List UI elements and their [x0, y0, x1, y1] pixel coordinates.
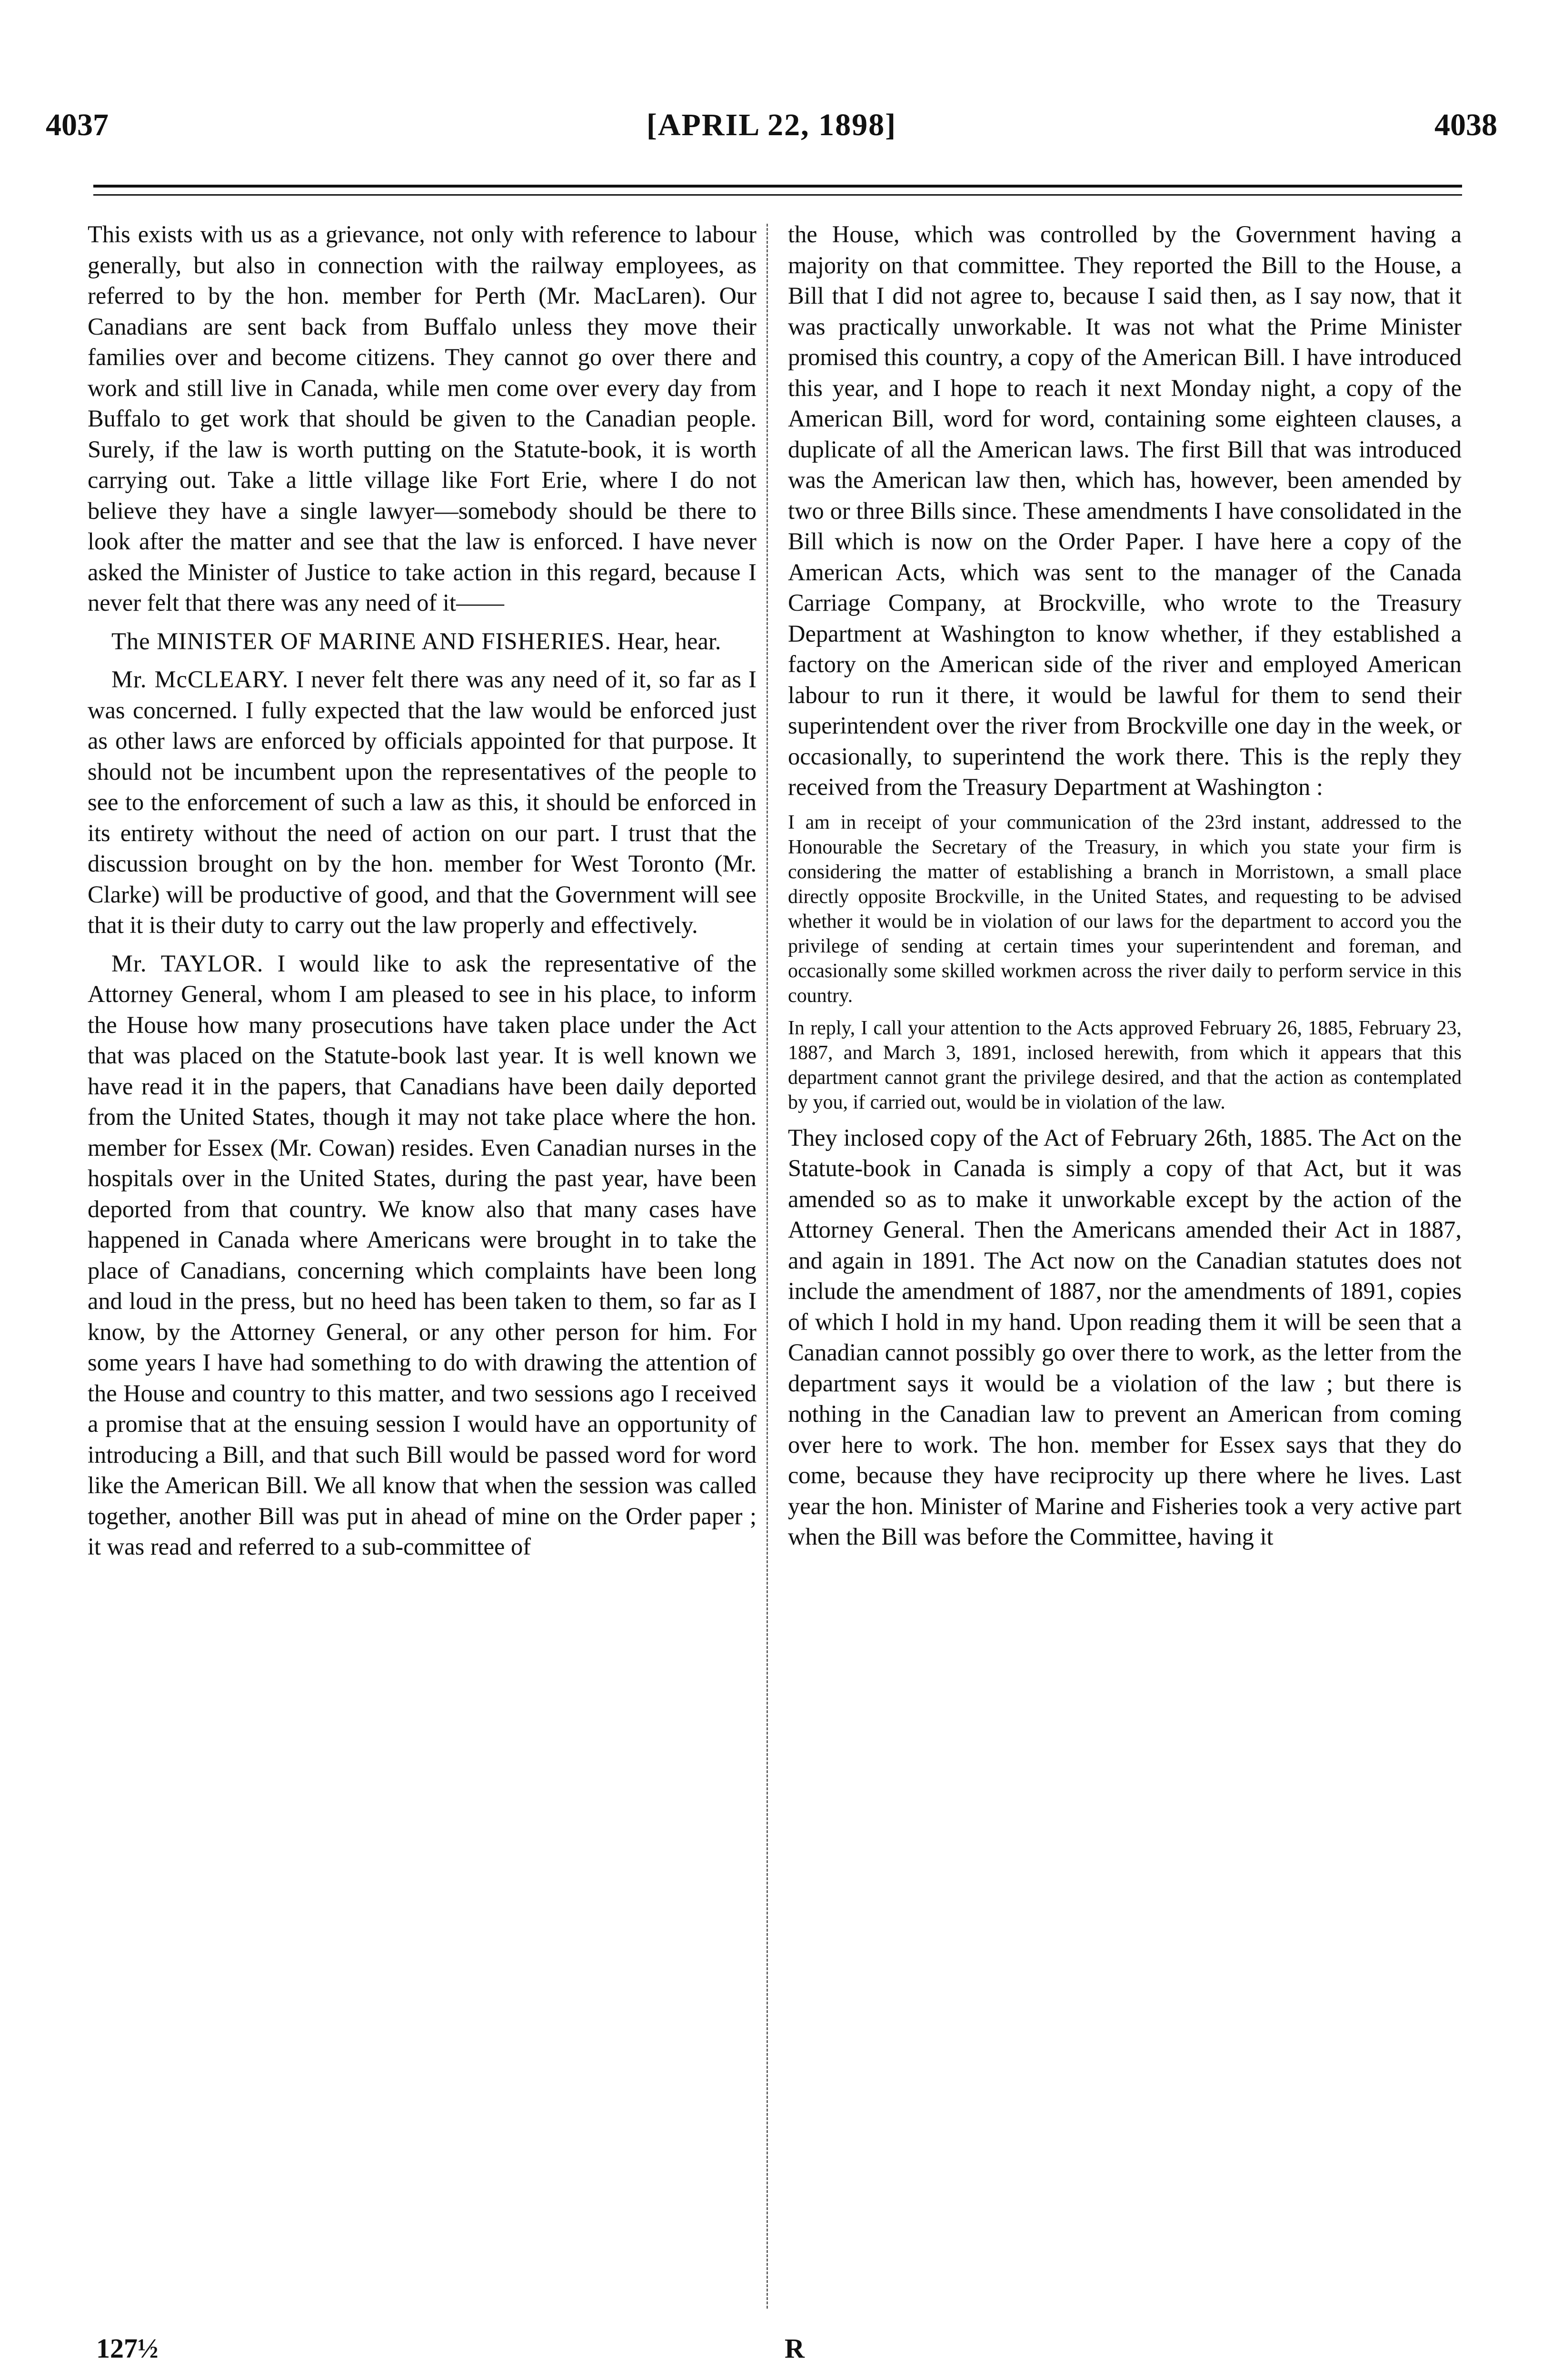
paragraph [88, 219, 757, 618]
paragraph-text: I never felt there was any need of it, so far as I was concerned. I fully expected that the law would be enforced just as other laws are enforced by officials appointed for that purpose. It should not be incumbent upon the representatives of the people to see to the enforcement of such a law as this, it should be enforced in its entirety without the need of action on our part. I trust that the discussion brought on by the hon. member for West Toronto (Mr. Clarke) will be productive of good, and that the Government will see that it is their duty to carry out the law properly and effectively. [88, 666, 757, 938]
quoted-letter-paragraph: I am in receipt of your communication of the 23rd instant, addressed to the Honourable the Secretary of the Treasury, in which you state your firm is considering the matter of establishing a branch in Morristown, a small place directly opposite Brockville, in the United States, and requesting to be advised whether it would be in violation of our laws for the department to accord you the privilege of sending at certain times your superintendent and foreman, and occasionally some skilled workmen across the river daily to perform service in this country. [788, 811, 1462, 1007]
header-rule-thick [93, 185, 1462, 188]
paragraph: They inclosed copy of the Act of February 26th, 1885. The Act on the Statute-book in Canada is simply a copy of that Act, but it was amended so as to make it unworkable except by the action of the Attorney General. Then the Americans amended their Act in 1887, and again in 1891. The Act now on the Canadian statutes does not include the amendment of 1887, nor the amendments of 1891, copies of which I hold in my hand. Upon reading them it will be seen that a Canadian cannot possibly go over there to work, as the letter from the department says it would be a violation of the law ; but there is nothing in the Canadian law to prevent an American from coming over here to work. The hon. member for Essex says that they do come, because they have reciprocity up there where he lives. Last year the hon. Minister of Marine and Fisheries took a very active part when the Bill was before the Committee, having it [788, 1124, 1462, 1550]
paragraph-text: I would like to ask the representative of the Attorney General, whom I am pleased to see in his place, to inform the House how many prosecutions have taken place under the Act that was placed on the Statute-book last year. It is well known we have read it in the papers, that Canadians have been daily deported from the United States, though it may not take place where the hon. member for Essex (Mr. Cowan) resides. Even Canadian nurses in the hospitals over in the United States, during the past year, have been deported from that country. We know also that many cases have happened in Canada where Americans were brought in to take the place of Canadians, concerning which complaints have been long and loud in the press, but no heed has been taken to them, so far as I know, by the Attorney General, or any other person for him. For some years I have had something to do with drawing the attention of the House and country to this matter, and two sessions ago I received a promise that at the ensuing session I would have an opportunity of introducing a Bill, and that such Bill would be passed word for word like the American Bill. We all know that when the session was called together, another Bill was put in ahead of mine on the Order paper ; it was read and referred to a sub-committee of [88, 950, 757, 1560]
page-number-right: 4038 [1434, 108, 1497, 142]
header-rule-thin [93, 194, 1462, 196]
quoted-letter-paragraph: In reply, I call your attention to the Acts approved February 26, 1885, February 23, 1887, and March 3, 1891, inclosed herewith, from which it appears that this department cannot grant the privilege desired, and that the action as contemplated by you, if carried out, would be in violation of the law. [788, 1017, 1462, 1113]
left-column [88, 219, 757, 1570]
speaker: Mr. McCLEARY. [111, 666, 289, 693]
speaker: The MINISTER OF MARINE AND FISHERIES. [111, 627, 611, 654]
paragraph: the House, which was controlled by the Government having a majority on that committee. They reported the Bill to the House, a Bill that I did not agree to, because I said then, as I say now, that it was practically unworkable. It was not what the Prime Minister promised this country, a copy of the American Bill. I have introduced this year, and I hope to reach it next Monday night, a copy of the American Bill, word for word, containing some eighteen clauses, a duplicate of all the American laws. The first Bill that was introduced was the American law then, which has, however, been amended by two or three Bills since. These amendments I have consolidated in the Bill which is now on the Order Paper. I have here a copy of the American Acts, which was sent to the manager of the Canada Carriage Company, at Brockville, who wrote to the Treasury Department at Washington to know whether, if they established a factory on the American side of the river and employed American labour to run it there, it would be lawful for them to send their superintendent over the river from Brockville one day in the week, or occasionally, to superintend the work there. This is the reply they received from the Treasury Department at Washington : [788, 221, 1462, 800]
paragraph-text: This exists with us as a grievance, not only with reference to labour generally, but also in connection with the railway employees, as referred to by the hon. member for Perth (Mr. MacLaren). Our Canadians are sent back from Buffalo unless they move their families over and become citizens. They cannot go over there and work and still live in Canada, while men come over every day from Buffalo to get work that should be given to the Canadian people. Surely, if the law is worth putting on the Statute-book, it is worth carrying out. Take a little village like Fort Erie, where I do not believe they have a single lawyer—somebody should be there to look after the matter and see that the law is enforced. I have never asked the Minister of Justice to take action in this regard, because I never felt that there was any need of it—— [88, 221, 757, 616]
page-date: [APRIL 22, 1898] [646, 108, 897, 142]
paragraph [88, 626, 757, 657]
paragraph [88, 948, 757, 1562]
speaker: Mr. TAYLOR. [111, 950, 264, 977]
paragraph-text: Hear, hear. [617, 627, 721, 654]
page-header [0, 0, 1543, 171]
column-divider [767, 224, 768, 2309]
paragraph [88, 664, 757, 941]
signature-mark-right: R [785, 2333, 805, 2364]
page-number-left: 4037 [46, 108, 109, 142]
right-column [788, 219, 1462, 1560]
signature-mark-left: 127½ [96, 2333, 159, 2364]
